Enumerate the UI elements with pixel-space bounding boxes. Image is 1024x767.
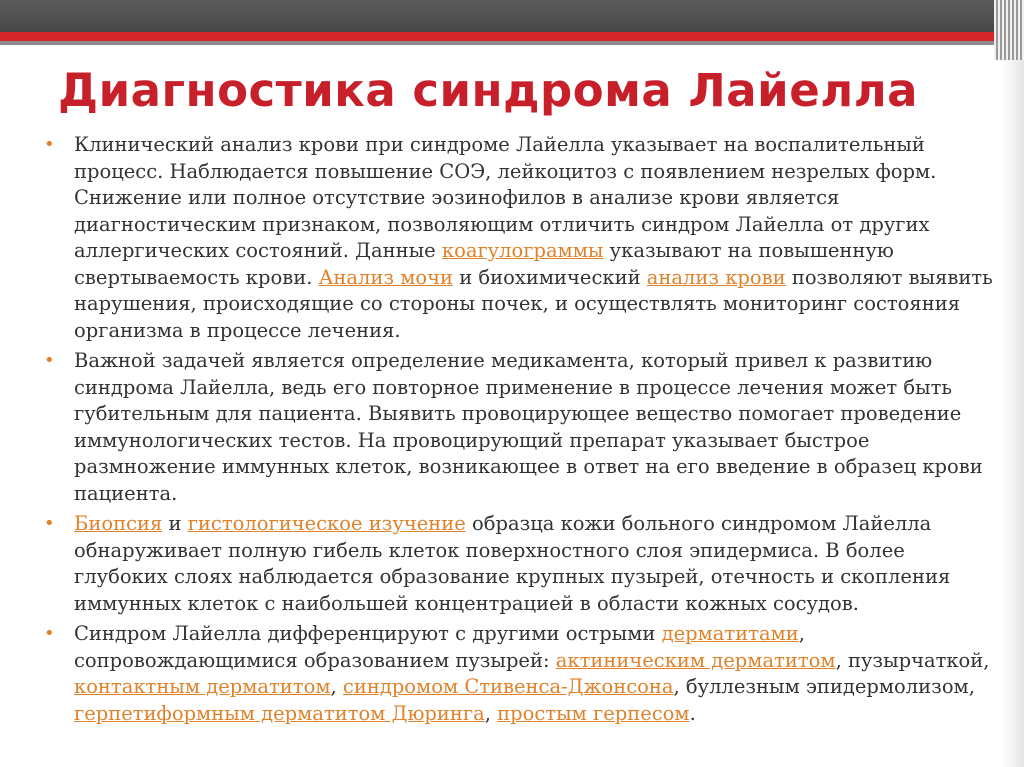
paragraph-text: , [330,675,343,698]
bullet-dot-icon: • [44,623,55,644]
reference-link[interactable]: контактным дерматитом [74,675,331,698]
reference-link[interactable]: синдромом Стивенса-Джонсона [342,675,674,698]
reference-link[interactable]: коагулограммы [441,239,604,262]
paragraph-text: Клинический анализ крови при синдроме Лайелла указывает на воспалительный процесс. Наблюдается повышение СОЭ, лейкоцитоз с появлением незрелых форм. Снижение или полное отсутствие эозинофилов в анализе крови является диагностическим признаком, позволяющим отличить синдром Лайелла от других аллергических состояний. Данные [74,133,937,262]
paragraph-text: , сопровождающимися образованием пузырей: [74,622,805,672]
paragraph-text: позволяют выявить нарушения, происходящие со стороны почек, и осуществлять мониторинг состояния организма в процессе лечения. [74,265,993,342]
paragraph-text: , [484,701,498,725]
reference-link[interactable]: актиническим дерматитом [555,648,836,672]
bullet-item [44,621,994,727]
reference-link[interactable]: Биопсия [74,512,163,535]
reference-link[interactable]: герпетиформным дерматитом Дюринга [74,701,485,725]
paragraph-text: образца кожи больного синдромом Лайелла обнаруживает полную гибель клеток поверхностного слоя эпидермиса. В более глубоких слоях наблюдается образование крупных пузырей, отечность и скопления иммунных клеток с наибольшей концентрацией в области кожных сосудов. [74,512,951,615]
bullet-item [44,132,994,344]
paragraph-text: , пузырчаткой, [835,648,990,672]
bullet-item [44,348,994,507]
red-accent-stripe [0,32,1024,41]
bullet-list [44,132,994,731]
paragraph-text: . [689,701,696,725]
paragraph-text: и биохимический [453,265,647,289]
paragraph-text: указывают на повышенную свертываемость крови. [74,239,894,289]
reference-link[interactable]: простым герпесом [497,701,690,725]
page-curl-shadow [1002,60,1024,767]
top-decor-band [0,0,1024,32]
paragraph-text: Синдром Лайелла дифференцируют с другими острыми [74,622,662,645]
reference-link[interactable]: анализ крови [646,265,786,289]
corner-decor-lines [994,0,1024,60]
slide-title: Диагностика синдрома Лайелла [58,64,919,117]
bullet-dot-icon: • [44,134,55,155]
bullet-item [44,511,994,617]
reference-link[interactable]: Анализ мочи [318,265,453,289]
bullet-dot-icon: • [44,350,55,371]
bullet-dot-icon: • [44,513,55,534]
grey-accent-stripe [0,41,1024,45]
paragraph-text: , буллезным эпидермолизом, [673,675,975,698]
paragraph-text: и [162,512,188,535]
reference-link[interactable]: гистологическое изучение [187,512,466,535]
paragraph-text: Важной задачей является определение медикамента, который привел к развитию синдрома Лайелла, ведь его повторное применение в процессе лечения может быть губительным для пациента. Выявить провоцирующее вещество помогает проведение иммунологических тестов. На провоцирующий препарат указывает быстрое размножение иммунных клеток, возникающее в ответ на его введение в образец крови пациента. [74,349,983,505]
reference-link[interactable]: дерматитами [661,622,799,645]
